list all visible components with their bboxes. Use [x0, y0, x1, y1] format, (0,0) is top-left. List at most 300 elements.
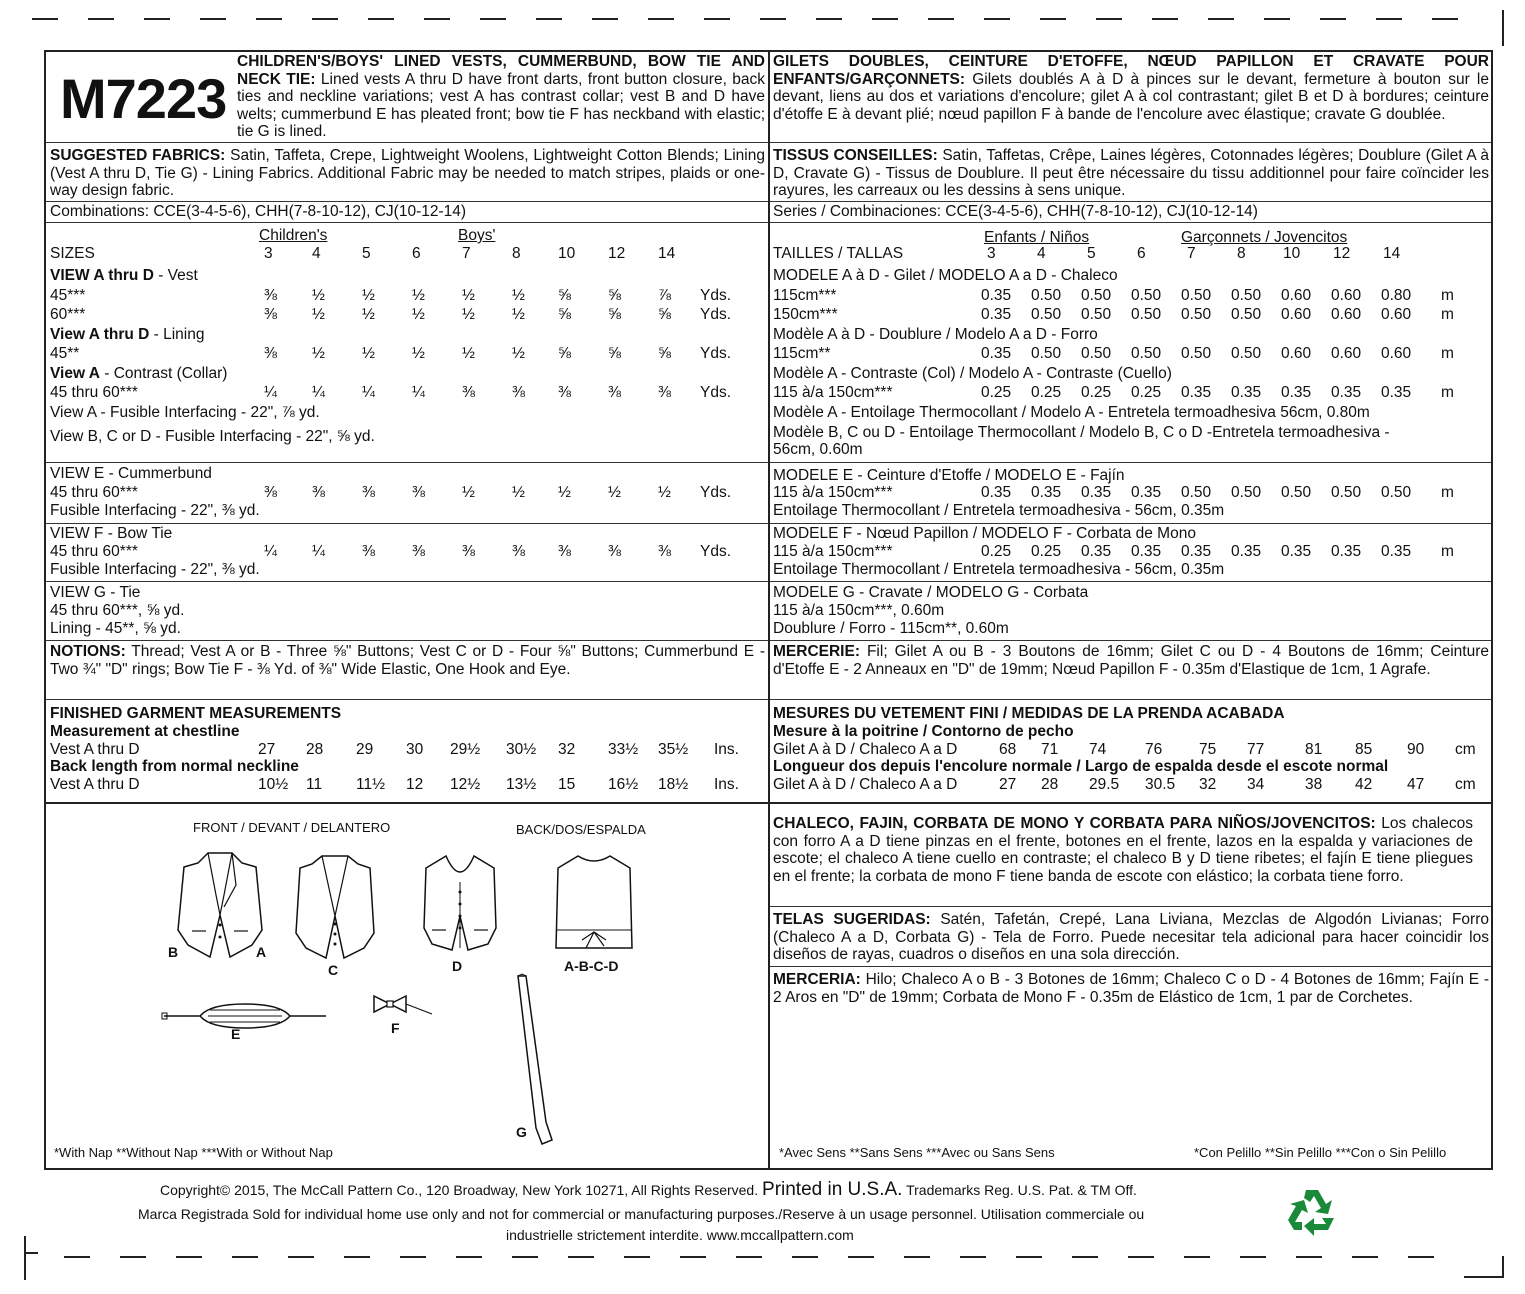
unit-label: Yds. [700, 345, 732, 362]
measurement-value: 29½ [450, 741, 481, 758]
measurement-value: 32 [1199, 776, 1217, 793]
fr-modele-bcd-entoilage: Modèle B, C ou D - Entoilage Thermocollant / Modelo B, C o D -Entretela termoadhesiva - [773, 424, 1390, 441]
meter-value: 0.60 [1331, 287, 1362, 304]
fr-modele-a-contrast: Modèle A - Contraste (Col) / Modelo A - Contraste (Cuello) [773, 365, 1172, 382]
meter-value: 0.50 [1231, 306, 1262, 323]
yardage-value: ⅜ [558, 543, 571, 560]
en-fusible-e: Fusible Interfacing - 22", ⅜ yd. [50, 502, 260, 519]
fr-yardage-row [773, 306, 1473, 324]
meter-value: 0.35 [1331, 543, 1362, 560]
fr-group-children: Enfants / Niños [984, 229, 1090, 246]
en-view-e: VIEW E - Cummerbund [50, 465, 212, 482]
measurement-value: 85 [1355, 741, 1373, 758]
measurement-value: 16½ [608, 776, 639, 793]
unit-label: m [1441, 384, 1454, 401]
yardage-value: ½ [312, 306, 325, 323]
size: 6 [1137, 245, 1146, 262]
divider [46, 222, 768, 223]
en-sizes-row [50, 245, 750, 263]
divider [770, 201, 1491, 202]
divider [770, 222, 1491, 223]
size: 4 [312, 245, 321, 262]
meter-value: 0.35 [1381, 384, 1412, 401]
meter-value: 0.35 [981, 306, 1012, 323]
fr-yardage-row [773, 345, 1473, 363]
divider [46, 523, 768, 524]
yardage-value: ½ [658, 484, 671, 501]
divider [770, 462, 1491, 463]
back-label: BACK/DOS/ESPALDA [516, 822, 646, 837]
neck-tie-illustration [506, 972, 562, 1148]
fr-nap-note: *Avec Sens **Sans Sens ***Avec ou Sans Sens [779, 1145, 1055, 1160]
unit-label: m [1441, 306, 1454, 323]
es-merceria-text: Hilo; Chaleco A o B - 3 Botones de 16mm; Chaleco C o D - 4 Botones de 16mm; Fajín E - 2 Aros en "D" de 19mm; Corbata de Mono F - 0.35m de Elástico de 1cm, 1 par de Corchetes. [773, 971, 1489, 1006]
cummerbund-illustration [160, 1000, 330, 1030]
view-label: E [231, 1026, 241, 1042]
unit-label: Yds. [700, 384, 732, 401]
measurement-value: 18½ [658, 776, 689, 793]
meter-value: 0.35 [981, 484, 1012, 501]
fr-group-boys: Garçonnets / Jovencitos [1181, 229, 1348, 246]
yardage-value: ¼ [362, 384, 375, 401]
row-label: 150cm*** [773, 306, 838, 323]
yardage-value: ⅜ [264, 287, 277, 304]
meter-value: 0.50 [1031, 345, 1062, 362]
yardage-value: ⅜ [512, 543, 525, 560]
row-label: Vest A thru D [50, 776, 140, 793]
measurement-value: 27 [999, 776, 1017, 793]
fr-fabrics [773, 147, 1489, 200]
yardage-value: ¼ [264, 384, 277, 401]
fr-yardage-row [773, 384, 1473, 402]
yardage-value: ½ [312, 287, 325, 304]
en-description: Lined vests A thru D have front darts, front button closure, back ties and neckline variations; vest A has contrast collar; vest B and D have welts; cummerbund E has pleated front; bow tie F has neckband with elastic; tie G is lined. [237, 70, 765, 140]
view-label: B [168, 944, 179, 960]
measurement-value: 77 [1247, 741, 1265, 758]
yardage-value: ½ [362, 306, 375, 323]
divider [46, 462, 768, 463]
view-label: A-B-C-D [564, 958, 619, 974]
en-yardage-row [50, 287, 750, 305]
yardage-value: ⅝ [658, 345, 671, 362]
divider [770, 966, 1491, 967]
divider [770, 581, 1491, 582]
fr-modele-ad: MODELE A à D - Gilet / MODELO A a D - Chaleco [773, 267, 1118, 284]
view-label: A [256, 944, 267, 960]
yardage-value: ¼ [412, 384, 425, 401]
meter-value: 0.35 [1031, 484, 1062, 501]
es-title: CHALECO, FAJIN, CORBATA DE MONO Y CORBATA PARA NIÑOS/JOVENCITOS: [773, 815, 1376, 832]
meter-value: 0.35 [1181, 384, 1212, 401]
front-label: FRONT / DEVANT / DELANTERO [193, 820, 391, 835]
yardage-value: ⅜ [658, 384, 671, 401]
measurement-value: 29.5 [1089, 776, 1120, 793]
size: 5 [362, 245, 371, 262]
size: 3 [987, 245, 996, 262]
unit-label: m [1441, 543, 1454, 560]
fr-sizes-label: TAILLES / TALLAS [773, 245, 904, 262]
measurement-value: 12 [406, 776, 424, 793]
meter-value: 0.50 [1231, 287, 1262, 304]
meter-value: 0.50 [1331, 484, 1362, 501]
en-view-a-fusible: View A - Fusible Interfacing - 22", ⅞ yd. [50, 404, 320, 421]
meter-value: 0.25 [1031, 543, 1062, 560]
yardage-value: ⅝ [558, 345, 571, 362]
meter-value: 0.35 [1231, 384, 1262, 401]
meter-value: 0.50 [1181, 484, 1212, 501]
meter-value: 0.60 [1281, 345, 1312, 362]
measurement-value: 35½ [658, 741, 689, 758]
es-fabrics-text: Satén, Tafetán, Crepé, Lana Liviana, Mezclas de Algodón Livianas; Forro (Chaleco A a D, Corbata G) - Tela de Forro. Puede necesitar tela adicional para hacer coincidir los diseños de rayas, cuadros o diseños en una sola dirección. [773, 911, 1489, 963]
meter-value: 0.35 [1331, 384, 1362, 401]
fr-modele-g-lining: Doublure / Forro - 115cm**, 0.60m [773, 620, 1009, 637]
measurement-value: 12½ [450, 776, 481, 793]
en-chest-row [50, 741, 750, 759]
yardage-value: ¼ [312, 543, 325, 560]
measurement-value: 11½ [356, 776, 386, 793]
fr-modele-e: MODELE E - Ceinture d'Etoffe / MODELO E - Fajín [773, 467, 1125, 484]
view-label: F [391, 1020, 400, 1036]
fr-modele-a-entoilage: Modèle A - Entoilage Thermocollant / Modelo A - Entretela termoadhesiva 56cm, 0.80m [773, 404, 1370, 421]
row-label: 45 thru 60*** [50, 484, 138, 501]
fr-longueur-label: Longueur dos depuis l'encolure normale / Largo de espalda desde el escote normal [773, 758, 1389, 775]
yardage-value: ½ [558, 484, 571, 501]
unit-label: Yds. [700, 543, 732, 560]
es-merceria-label: MERCERIA: [773, 971, 861, 988]
en-notions-label: NOTIONS: [50, 643, 126, 660]
fr-description: Gilets doublés A à D à pinces sur le devant, fermeture à bouton sur le devant, liens au dos et variations d'encolure; gilet A à col contrastant; gilet B et D à bordures; ceinture d'étoffe E à devant plié; nœud papillon F à bande de l'encolure avec élastique; cravate G doublée. [773, 70, 1489, 123]
size: 5 [1087, 245, 1096, 262]
meter-value: 0.35 [1131, 543, 1162, 560]
fr-combinations: Series / Combinaciones: CCE(3-4-5-6), CHH(7-8-10-12), CJ(10-12-14) [773, 203, 1258, 220]
row-label: 115cm*** [773, 287, 837, 304]
row-label: Gilet A à D / Chaleco A a D [773, 741, 958, 758]
unit-label: Yds. [700, 306, 732, 323]
yardage-value: ½ [362, 345, 375, 362]
yardage-value: ⅝ [608, 287, 621, 304]
meter-value: 0.50 [1381, 484, 1412, 501]
divider [46, 201, 768, 202]
measurement-value: 13½ [506, 776, 537, 793]
yardage-value: ½ [462, 484, 475, 501]
yardage-value: ⅜ [608, 543, 621, 560]
yardage-value: ⅜ [264, 484, 277, 501]
meter-value: 0.60 [1381, 306, 1412, 323]
meter-value: 0.50 [1231, 484, 1262, 501]
en-yardage-row [50, 384, 750, 402]
yardage-value: ⅜ [264, 306, 277, 323]
yardage-value: ⅜ [658, 543, 671, 560]
measurement-value: 32 [558, 741, 576, 758]
divider [770, 523, 1491, 524]
view-label: D [452, 958, 463, 974]
meter-value: 0.60 [1331, 345, 1362, 362]
en-chest-label: Measurement at chestline [50, 723, 240, 740]
column-divider [768, 50, 770, 1170]
row-label: 45** [50, 345, 80, 362]
yardage-value: ⅝ [558, 287, 571, 304]
en-view-bcd-fusible: View B, C or D - Fusible Interfacing - 22", ⅝ yd. [50, 428, 375, 445]
copyright-text: Copyright© 2015, The McCall Pattern Co., 120 Broadway, New York 10271, All Rights Reserved. [160, 1182, 759, 1198]
fr-poitrine-label: Mesure à la poitrine / Contorno de pecho [773, 723, 1074, 740]
en-notions-text: Thread; Vest A or B - Three ⅝" Buttons; Vest C or D - Four ⅝" Buttons; Cummerbund E - Two ¾" "D" rings; Bow Tie F - ⅜ Yd. of ⅜" Wide Elastic, One Hook and Eye. [50, 643, 765, 678]
unit-label: m [1441, 484, 1454, 501]
measurement-value: 30.5 [1145, 776, 1176, 793]
en-group-children: Children's [259, 227, 328, 244]
size: 14 [1383, 245, 1401, 262]
meter-value: 0.35 [1081, 484, 1112, 501]
fr-chest-row [773, 741, 1476, 759]
unit-label: cm [1455, 776, 1476, 793]
vest-a-b-illustration [170, 845, 270, 965]
fr-yardage-row [773, 484, 1473, 502]
en-fabrics [50, 147, 765, 200]
measurement-value: 34 [1247, 776, 1265, 793]
en-sizes-label: SIZES [50, 245, 95, 262]
divider [46, 142, 768, 143]
es-fabrics-label: TELAS SUGERIDAS: [773, 911, 931, 928]
size: 10 [1283, 245, 1301, 262]
meter-value: 0.25 [981, 543, 1012, 560]
meter-value: 0.35 [981, 287, 1012, 304]
unit-label: Ins. [714, 776, 739, 793]
yardage-value: ⅝ [608, 345, 621, 362]
measurement-value: 33½ [608, 741, 639, 758]
size: 14 [658, 245, 676, 262]
en-nap-note: *With Nap **Without Nap ***With or Without Nap [54, 1145, 333, 1160]
fr-modele-f: MODELE F - Nœud Papillon / MODELO F - Corbata de Mono [773, 525, 1196, 542]
meter-value: 0.35 [981, 345, 1012, 362]
measurement-value: 30½ [506, 741, 537, 758]
cut-line-right-bottom [1502, 1256, 1504, 1278]
row-label: 115cm** [773, 345, 831, 362]
fr-mercerie-text: Fil; Gilet A ou B - 3 Boutons de 16mm; Gilet C ou D - 4 Boutons de 16mm; Ceinture d'Etoffe E - 2 Anneaux en "D" de 19mm; Nœud Papillon F - 0.35m d'Elastique de 1cm, 1 Agrafe. [773, 643, 1489, 678]
en-view-a-contrast: View A - Contrast (Collar) [50, 365, 228, 382]
meter-value: 0.50 [1031, 306, 1062, 323]
yardage-value: ⅝ [558, 306, 571, 323]
yardage-value: ⅜ [558, 384, 571, 401]
measurement-value: 38 [1305, 776, 1323, 793]
row-label: 115 à/a 150cm*** [773, 484, 893, 501]
es-description: Los chalecos con forro A a D tiene pinzas en el frente, botones en el frente, lazos en la espalda y variaciones de escote; el chaleco A tiene cuello en contraste; el chaleco B y D tiene ribetes; el fajín E tiene pliegues en el frente; la corbata de mono F tiene banda de escote con elástico; la corbata tiene forro. [773, 815, 1473, 885]
size: 6 [412, 245, 421, 262]
meter-value: 0.50 [1181, 287, 1212, 304]
row-label: 45 thru 60*** [50, 543, 138, 560]
size: 12 [608, 245, 626, 262]
size: 3 [264, 245, 273, 262]
yardage-value: ⅜ [362, 484, 375, 501]
cut-line-right-top [1502, 10, 1504, 46]
yardage-value: ⅜ [312, 484, 325, 501]
row-label: 115 à/a 150cm*** [773, 543, 893, 560]
en-view-ad-lining: View A thru D - Lining [50, 326, 205, 343]
measurement-value: 29 [356, 741, 374, 758]
fr-mercerie-label: MERCERIE: [773, 643, 860, 660]
vest-c-illustration [290, 848, 380, 966]
en-back-label: Back length from normal neckline [50, 758, 299, 775]
es-fabrics [773, 911, 1489, 964]
fr-yardage-row [773, 543, 1473, 561]
meter-value: 0.35 [1181, 543, 1212, 560]
fr-fabrics-label: TISSUS CONSEILLES: [773, 147, 938, 164]
meter-value: 0.60 [1331, 306, 1362, 323]
meter-value: 0.50 [1131, 345, 1162, 362]
yardage-value: ½ [462, 306, 475, 323]
measurement-value: 81 [1305, 741, 1323, 758]
yardage-value: ⅜ [512, 384, 525, 401]
trademarks: Trademarks Reg. U.S. Pat. & TM Off. [906, 1182, 1137, 1198]
row-label: 45 thru 60*** [50, 384, 138, 401]
en-yardage-row [50, 484, 750, 502]
pattern-number: M7223 [60, 67, 227, 130]
unit-label: m [1441, 345, 1454, 362]
copyright-line [160, 1180, 1137, 1200]
divider [770, 699, 1491, 700]
meter-value: 0.35 [1231, 543, 1262, 560]
size: 8 [1237, 245, 1246, 262]
measurement-value: 68 [999, 741, 1017, 758]
divider [770, 640, 1491, 641]
divider [46, 581, 768, 582]
measurement-value: 90 [1407, 741, 1425, 758]
yardage-value: ⅜ [412, 543, 425, 560]
meter-value: 0.60 [1381, 345, 1412, 362]
measurement-value: 11 [306, 776, 323, 793]
meter-value: 0.60 [1281, 306, 1312, 323]
es-merceria [773, 971, 1489, 1006]
measurement-value: 71 [1041, 741, 1059, 758]
yardage-value: ½ [362, 287, 375, 304]
es-nap-note: *Con Pelillo **Sin Pelillo ***Con o Sin Pelillo [1194, 1145, 1447, 1160]
en-finished-label: FINISHED GARMENT MEASUREMENTS [50, 705, 342, 722]
yardage-value: ½ [462, 287, 475, 304]
fr-entoilage-e: Entoilage Thermocollant / Entretela termoadhesiva - 56cm, 0.35m [773, 502, 1225, 519]
en-title: CHILDREN'S/BOYS' LINED VESTS, CUMMERBUND, BOW TIE AND NECK TIE: [237, 53, 765, 88]
yardage-value: ¼ [312, 384, 325, 401]
fr-modele-g-fabric: 115 à/a 150cm***, 0.60m [773, 602, 945, 619]
en-fusible-f: Fusible Interfacing - 22", ⅜ yd. [50, 561, 260, 578]
measurement-value: 42 [1355, 776, 1373, 793]
recycle-icon [1284, 1186, 1342, 1238]
yardage-value: ½ [462, 345, 475, 362]
meter-value: 0.50 [1081, 306, 1112, 323]
yardage-value: ½ [608, 484, 621, 501]
en-fabrics-label: SUGGESTED FABRICS: [50, 147, 226, 164]
meter-value: 0.50 [1181, 345, 1212, 362]
en-notions [50, 643, 765, 678]
en-view-g-lining: Lining - 45**, ⅝ yd. [50, 620, 181, 637]
unit-label: Yds. [700, 287, 732, 304]
measurement-value: 28 [306, 741, 324, 758]
yardage-value: ⅜ [362, 543, 375, 560]
meter-value: 0.50 [1281, 484, 1312, 501]
yardage-value: ½ [512, 287, 525, 304]
yardage-value: ½ [512, 484, 525, 501]
fr-sizes-row [773, 245, 1473, 263]
size: 4 [1037, 245, 1046, 262]
yardage-value: ½ [412, 345, 425, 362]
fr-mercerie [773, 643, 1489, 678]
unit-label: Yds. [700, 484, 732, 501]
size: 7 [462, 245, 471, 262]
en-back-row [50, 776, 750, 794]
meter-value: 0.50 [1131, 306, 1162, 323]
fr-entoilage-f: Entoilage Thermocollant / Entretela termoadhesiva - 56cm, 0.35m [773, 561, 1225, 578]
fr-mesures-label: MESURES DU VETEMENT FINI / MEDIDAS DE LA PRENDA ACABADA [773, 705, 1285, 722]
yardage-value: ½ [412, 287, 425, 304]
row-label: 45*** [50, 287, 86, 304]
meter-value: 0.80 [1381, 287, 1412, 304]
measurement-value: 27 [258, 741, 276, 758]
meter-value: 0.25 [1081, 384, 1112, 401]
divider [770, 802, 1491, 804]
en-header [237, 53, 765, 141]
row-label: 60*** [50, 306, 86, 323]
yardage-value: ⅜ [608, 384, 621, 401]
measurement-value: 74 [1089, 741, 1107, 758]
view-label: C [328, 962, 339, 978]
measurement-value: 15 [558, 776, 576, 793]
divider [46, 699, 768, 700]
fr-back-row [773, 776, 1476, 794]
fr-yardage-row [773, 287, 1473, 305]
row-label: Gilet A à D / Chaleco A a D [773, 776, 958, 793]
meter-value: 0.50 [1181, 306, 1212, 323]
yardage-value: ½ [412, 306, 425, 323]
vest-back-illustration [548, 848, 640, 958]
en-group-boys: Boys' [458, 227, 496, 244]
vest-d-illustration [418, 848, 502, 956]
yardage-value: ⅝ [608, 306, 621, 323]
en-yardage-row [50, 345, 750, 363]
meter-value: 0.35 [1381, 543, 1412, 560]
row-label: 115 à/a 150cm*** [773, 384, 893, 401]
fr-fabrics-text: Satin, Taffetas, Crêpe, Laines légères, Cotonnades légères; Doublure (Gilet A à D, Cravate G) - Tissus de Doublure. Il peut être nécessaire du tissu additionnel pour faire coïncider les rayures, les carreaux ou les dessins à sens unique. [773, 147, 1489, 199]
en-yardage-row [50, 306, 750, 324]
en-combinations: Combinations: CCE(3-4-5-6), CHH(7-8-10-12), CJ(10-12-14) [50, 203, 467, 220]
divider [46, 640, 768, 641]
meter-value: 0.50 [1081, 287, 1112, 304]
es-header [773, 815, 1473, 885]
yardage-value: ⅜ [264, 345, 277, 362]
en-fabrics-text: Satin, Taffeta, Crepe, Lightweight Woolens, Lightweight Cotton Blends; Lining (Vest A thru D, Tie G) - Lining Fabrics. Additional Fabric may be needed to match stripes, plaids or one-way design fabric. [50, 147, 765, 199]
printed-in: Printed in U.S.A. [762, 1179, 903, 1200]
meter-value: 0.50 [1081, 345, 1112, 362]
measurement-value: 28 [1041, 776, 1059, 793]
yardage-value: ⅜ [412, 484, 425, 501]
meter-value: 0.60 [1281, 287, 1312, 304]
cut-line-left [24, 1236, 26, 1280]
meter-value: 0.35 [1131, 484, 1162, 501]
meter-value: 0.35 [1081, 543, 1112, 560]
measurement-value: 30 [406, 741, 424, 758]
measurement-value: 75 [1199, 741, 1217, 758]
yardage-value: ⅝ [658, 306, 671, 323]
size: 12 [1333, 245, 1351, 262]
unit-label: cm [1455, 741, 1476, 758]
divider [46, 802, 768, 804]
divider [770, 142, 1491, 143]
fr-modele-g: MODELE G - Cravate / MODELO G - Corbata [773, 584, 1089, 601]
fr-title: GILETS DOUBLES, CEINTURE D'ETOFFE, NŒUD PAPILLON ET CRAVATE POUR ENFANTS/GARÇONNETS: [773, 53, 1489, 88]
usage-line: Marca Registrada Sold for individual home use only and not for commercial or manufacturing purposes./Reserve à un usage personnel. Utilisation commerciale ou [138, 1206, 1145, 1222]
measurement-value: 10½ [258, 776, 289, 793]
yardage-value: ⅜ [462, 384, 475, 401]
bow-tie-illustration [366, 990, 436, 1022]
meter-value: 0.25 [981, 384, 1012, 401]
en-view-ad-vest: VIEW A thru D - Vest [50, 267, 198, 284]
meter-value: 0.50 [1131, 287, 1162, 304]
